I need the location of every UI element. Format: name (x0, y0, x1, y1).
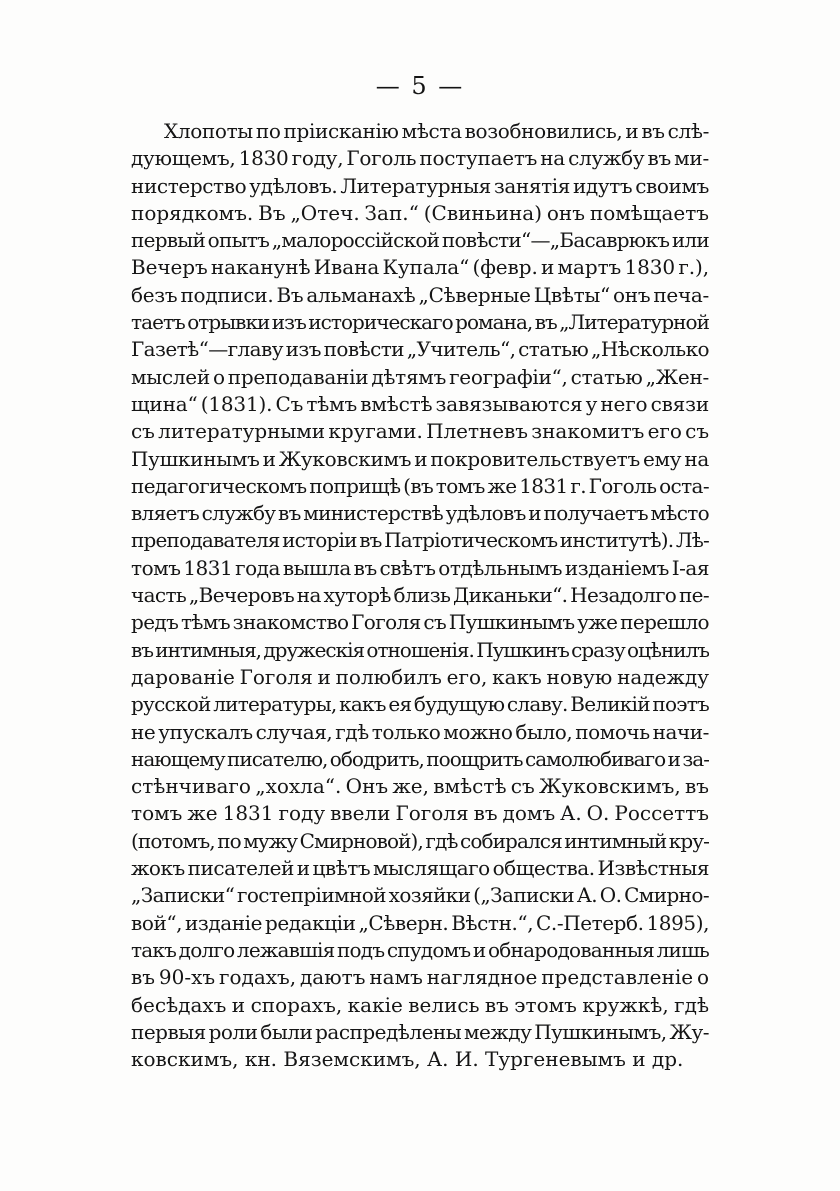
text-line: часть „Вечеровъ на хуторѣ близь Диканьки“. Незадолго пе- (131, 583, 709, 608)
text-line: вой“, изданіе редакціи „Сѣверн. Вѣстн.“, С.-Петерб. 1895), (131, 910, 709, 935)
page-number: — 5 — (375, 72, 465, 100)
text-line: Газетѣ“—главу изъ повѣсти „Учитель“, статью „Нѣсколько (131, 337, 709, 362)
text-line: „Записки“ гостепріимной хозяйки („Записки А. О. Смирно- (131, 883, 709, 908)
text-line: редъ тѣмъ знакомство Гоголя съ Пушкинымъ уже перешло (131, 610, 709, 635)
text-line: Хлопоты по пріисканію мѣста возобновились, и въ слѣ- (164, 119, 709, 143)
text-line: мыслей о преподаваніи дѣтямъ географіи“, статью „Жен- (131, 364, 709, 389)
text-line: первыя роли были распредѣлены между Пушкинымъ, Жу- (131, 1019, 709, 1044)
text-line: (потомъ, по мужу Смирновой), гдѣ собирался интимный кру- (131, 828, 709, 853)
text-line: нистерство удѣловъ. Литературныя занятія идутъ своимъ (131, 173, 709, 198)
text-line: жокъ писателей и цвѣтъ мыслящаго общества. Извѣстныя (131, 856, 709, 881)
text-line: не упускалъ случая, гдѣ только можно было, помочь начи- (131, 719, 709, 744)
text-line: съ литературными кругами. Плетневъ знакомитъ его съ (131, 419, 709, 444)
text-line: таетъ отрывки изъ историческаго романа, въ „Литературной (131, 310, 709, 335)
text-line: вляетъ службу въ министерствѣ удѣловъ и получаетъ мѣсто (131, 501, 709, 526)
text-line: въ интимныя, дружескія отношенія. Пушкинъ сразу оцѣнилъ (131, 637, 709, 662)
body-paragraph (131, 118, 709, 1073)
text-line: русской литературы, какъ ея будущую славу. Великій поэтъ (131, 692, 709, 717)
text-line: нающему писателю, ободрить, поощрить самолюбиваго и за- (131, 746, 709, 771)
text-line: такъ долго лежавшія подъ спудомъ и обнародованныя лишь (131, 937, 709, 962)
text-line: въ 90-хъ годахъ, даютъ намъ наглядное представленіе о (131, 965, 709, 990)
text-line: Пушкинымъ и Жуковскимъ и покровительствуетъ ему на (131, 446, 709, 471)
text-line: томъ же 1831 году ввели Гоголя въ домъ А. О. Россеттъ (131, 801, 709, 826)
text-line: стѣнчиваго „хохла“. Онъ же, вмѣстѣ съ Жуковскимъ, въ (131, 774, 709, 799)
text-line: дарованіе Гоголя и полюбилъ его, какъ новую надежду (131, 664, 709, 689)
text-line: безъ подписи. Въ альманахѣ „Сѣверные Цвѣты“ онъ печа- (131, 282, 709, 307)
text-line: порядкомъ. Въ „Отеч. Зап.“ (Свиньина) онъ помѣщаетъ (131, 200, 709, 225)
text-line: ковскимъ, кн. Вяземскимъ, А. И. Тургеневымъ и др. (131, 1047, 684, 1072)
text-line: томъ 1831 года вышла въ свѣтъ отдѣльнымъ изданіемъ I-ая (131, 555, 709, 580)
text-line: преподавателя исторіи въ Патріотическомъ институтѣ). Лѣ- (131, 528, 709, 553)
text-line: щина“ (1831). Съ тѣмъ вмѣстѣ завязываются у него связи (131, 391, 709, 416)
text-line: первый опытъ „малороссійской повѣсти“—„Басаврюкъ или (131, 228, 709, 253)
text-line: Вечеръ наканунѣ Ивана Купала“ (февр. и мартъ 1830 г.), (131, 255, 709, 280)
text-line: бесѣдахъ и спорахъ, какіе велись въ этомъ кружкѣ, гдѣ (131, 992, 709, 1017)
text-line: педагогическомъ поприщѣ (въ томъ же 1831 г. Гоголь оста- (131, 473, 709, 498)
text-line: дующемъ, 1830 году, Гоголь поступаетъ на службу въ ми- (131, 146, 709, 171)
